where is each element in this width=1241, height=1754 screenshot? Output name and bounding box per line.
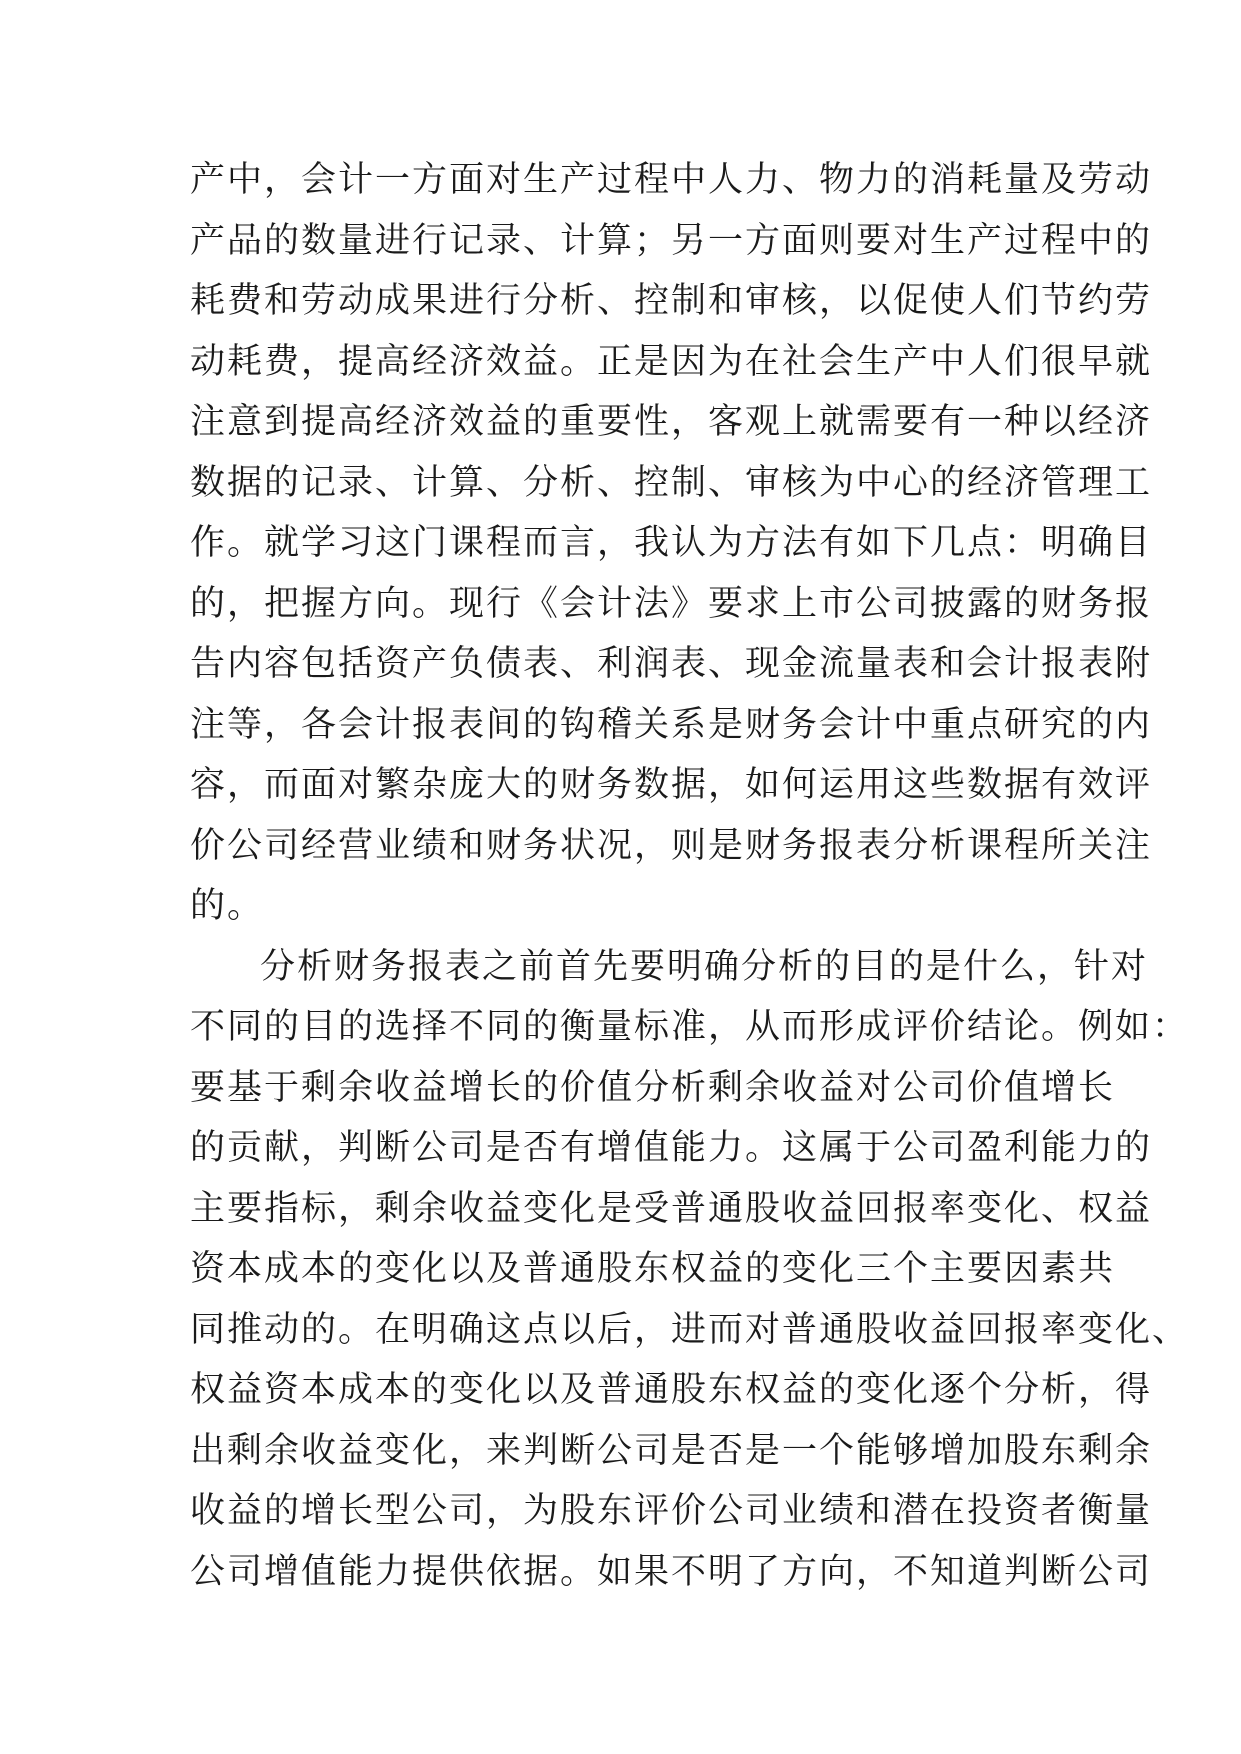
paragraph xyxy=(190,150,1153,937)
text-line: 同推动的。在明确这点以后，进而对普通股收益回报率变化、 xyxy=(190,1309,1190,1350)
body-text xyxy=(190,150,1190,1602)
text-line: 作。就学习这门课程而言，我认为方法有如下几点：明确目 xyxy=(190,523,1153,563)
text-line: 产品的数量进行记录、计算；另一方面则要对生产过程中的 xyxy=(190,220,1153,261)
text-line: 动耗费，提高经济效益。正是因为在社会生产中人们很早就 xyxy=(190,341,1153,382)
text-line: 的，把握方向。现行《会计法》要求上市公司披露的财务报 xyxy=(190,583,1153,624)
text-line: 容，而面对繁杂庞大的财务数据，如何运用这些数据有效评 xyxy=(190,765,1153,805)
text-line: 收益的增长型公司，为股东评价公司业绩和潜在投资者衡量 xyxy=(190,1491,1153,1531)
text-line: 的贡献，判断公司是否有增值能力。这属于公司盈利能力的 xyxy=(190,1128,1153,1168)
text-line: 主要指标，剩余收益变化是受普通股收益回报率变化、权益 xyxy=(190,1188,1153,1229)
text-line: 产中，会计一方面对生产过程中人力、物力的消耗量及劳动 xyxy=(190,160,1153,200)
text-line: 告内容包括资产负债表、利润表、现金流量表和会计报表附 xyxy=(190,644,1153,684)
text-line: 分析财务报表之前首先要明确分析的目的是什么，针对 xyxy=(260,946,1149,987)
text-line: 注意到提高经济效益的重要性，客观上就需要有一种以经济 xyxy=(190,402,1153,442)
text-line: 资本成本的变化以及普通股东权益的变化三个主要因素共 xyxy=(190,1249,1116,1289)
text-line: 公司增值能力提供依据。如果不明了方向，不知道判断公司 xyxy=(190,1551,1153,1592)
text-line: 注等，各会计报表间的钩稽关系是财务会计中重点研究的内 xyxy=(190,704,1153,745)
text-line: 权益资本成本的变化以及普通股东权益的变化逐个分析，得 xyxy=(190,1370,1153,1410)
paragraph xyxy=(190,937,1190,1603)
text-line: 出剩余收益变化，来判断公司是否是一个能够增加股东剩余 xyxy=(190,1430,1153,1471)
text-line: 价公司经营业绩和财务状况，则是财务报表分析课程所关注 xyxy=(190,825,1153,866)
text-line: 的。 xyxy=(190,886,265,926)
text-line: 数据的记录、计算、分析、控制、审核为中心的经济管理工 xyxy=(190,462,1153,503)
text-line: 要基于剩余收益增长的价值分析剩余收益对公司价值增长 xyxy=(190,1067,1116,1108)
text-line: 耗费和劳动成果进行分析、控制和审核，以促使人们节约劳 xyxy=(190,281,1153,321)
text-line: 不同的目的选择不同的衡量标准，从而形成评价结论。例如： xyxy=(190,1007,1190,1047)
